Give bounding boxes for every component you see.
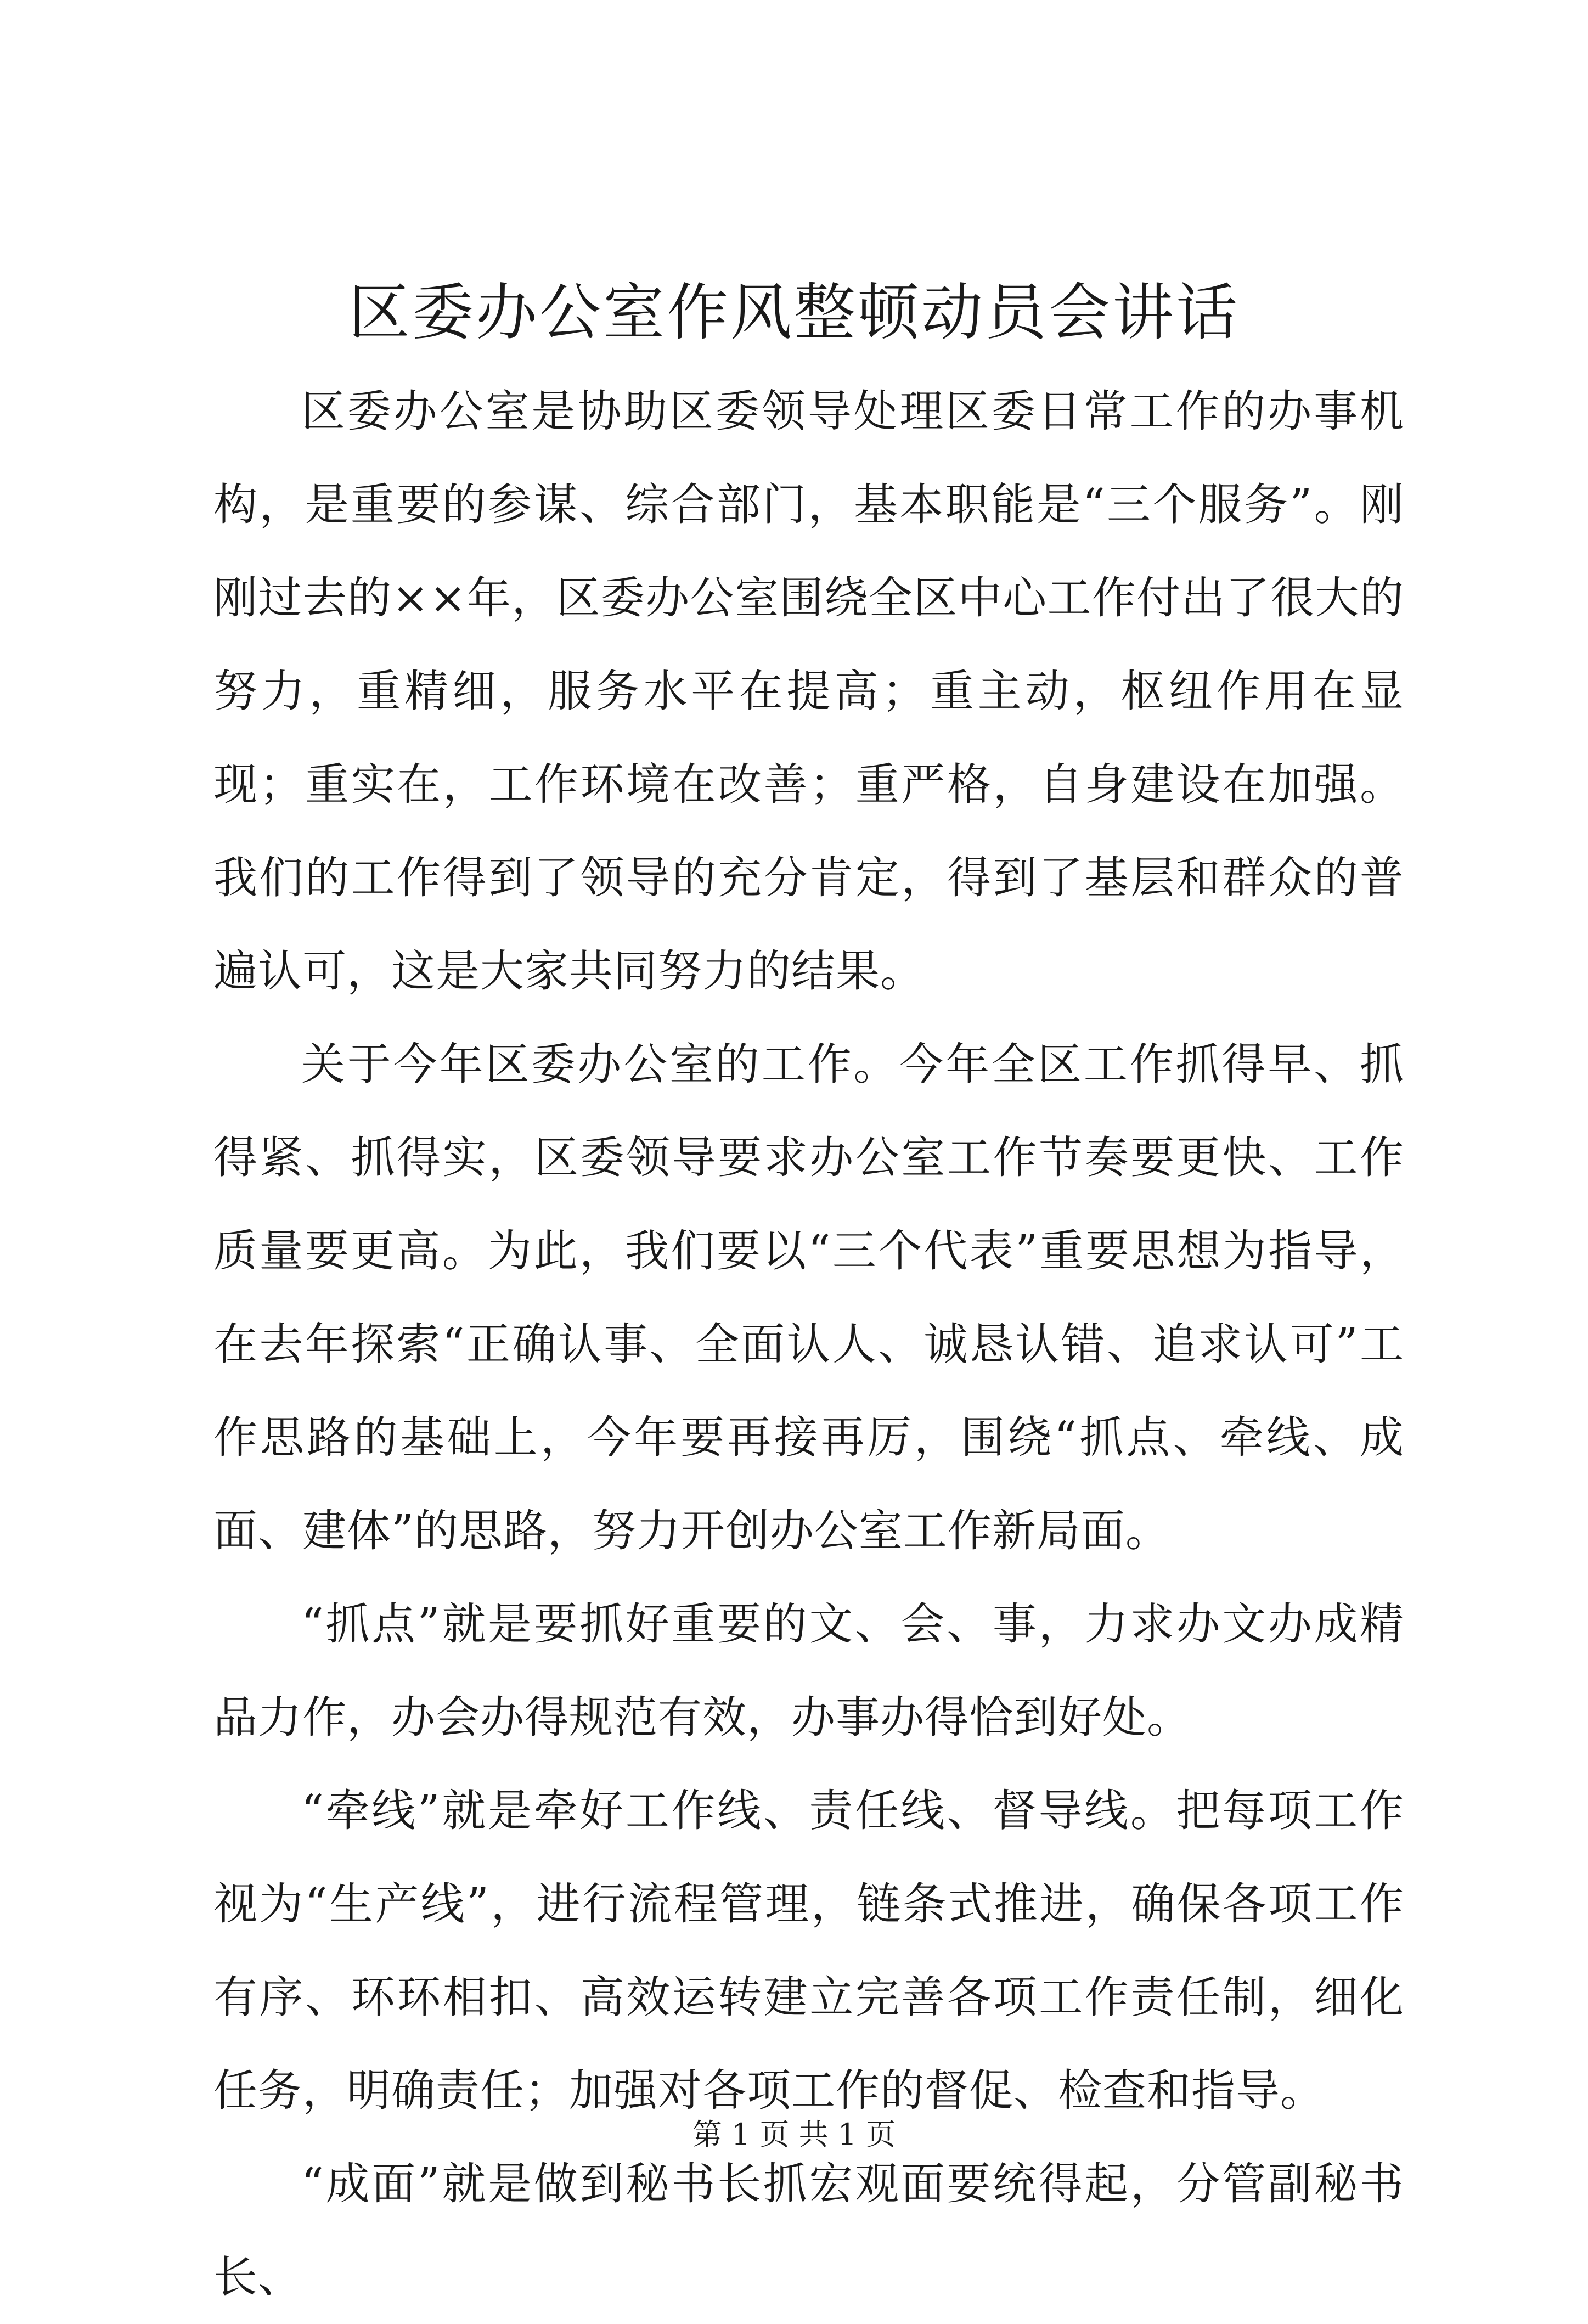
paragraph-intro: 区委办公室是协助区委领导处理区委日常工作的办事机构，是重要的参谋、综合部门，基本职能是“三个服务”。刚刚过去的××年，区委办公室围绕全区中心工作付出了很大的努力，重精细，服务水平在提高；重主动，枢纽作用在显现；重实在，工作环境在改善；重严格，自身建设在加强。我们的工作得到了领导的充分肯定，得到了基层和群众的普遍认可，这是大家共同努力的结果。	[213, 386, 1404, 997]
paragraph-zhua-dian: “抓点”就是要抓好重要的文、会、事，力求办文办成精品力作，办会办得规范有效，办事办得恰到好处。	[213, 1599, 1404, 1743]
document-body	[213, 365, 1404, 2324]
paragraph-this-year-work: 关于今年区委办公室的工作。今年全区工作抓得早、抓得紧、抓得实，区委领导要求办公室工作节奏要更快、工作质量要更高。为此，我们要以“三个代表”重要思想为指导，在去年探索“正确认事、全面认人、诚恳认错、追求认可”工作思路的基础上，今年要再接再厉，围绕“抓点、牵线、成面、建体”的思路，努力开创办公室工作新局面。	[213, 1039, 1404, 1556]
document-title: 区委办公室作风整顿动员会讲话	[348, 277, 1240, 348]
paragraph-cheng-mian: “成面”就是做到秘书长抓宏观面要统得起，分管副秘书长、	[213, 2158, 1404, 2303]
paragraph-qian-xian: “牵线”就是牵好工作线、责任线、督导线。把每项工作视为“生产线”，进行流程管理，链条式推进，确保各项工作有序、环环相扣、高效运转建立完善各项工作责任制，细化任务，明确责任；加强对各项工作的督促、检查和指导。	[213, 1785, 1404, 2116]
page-footer: 第 1 页 共 1 页	[692, 2117, 896, 2152]
